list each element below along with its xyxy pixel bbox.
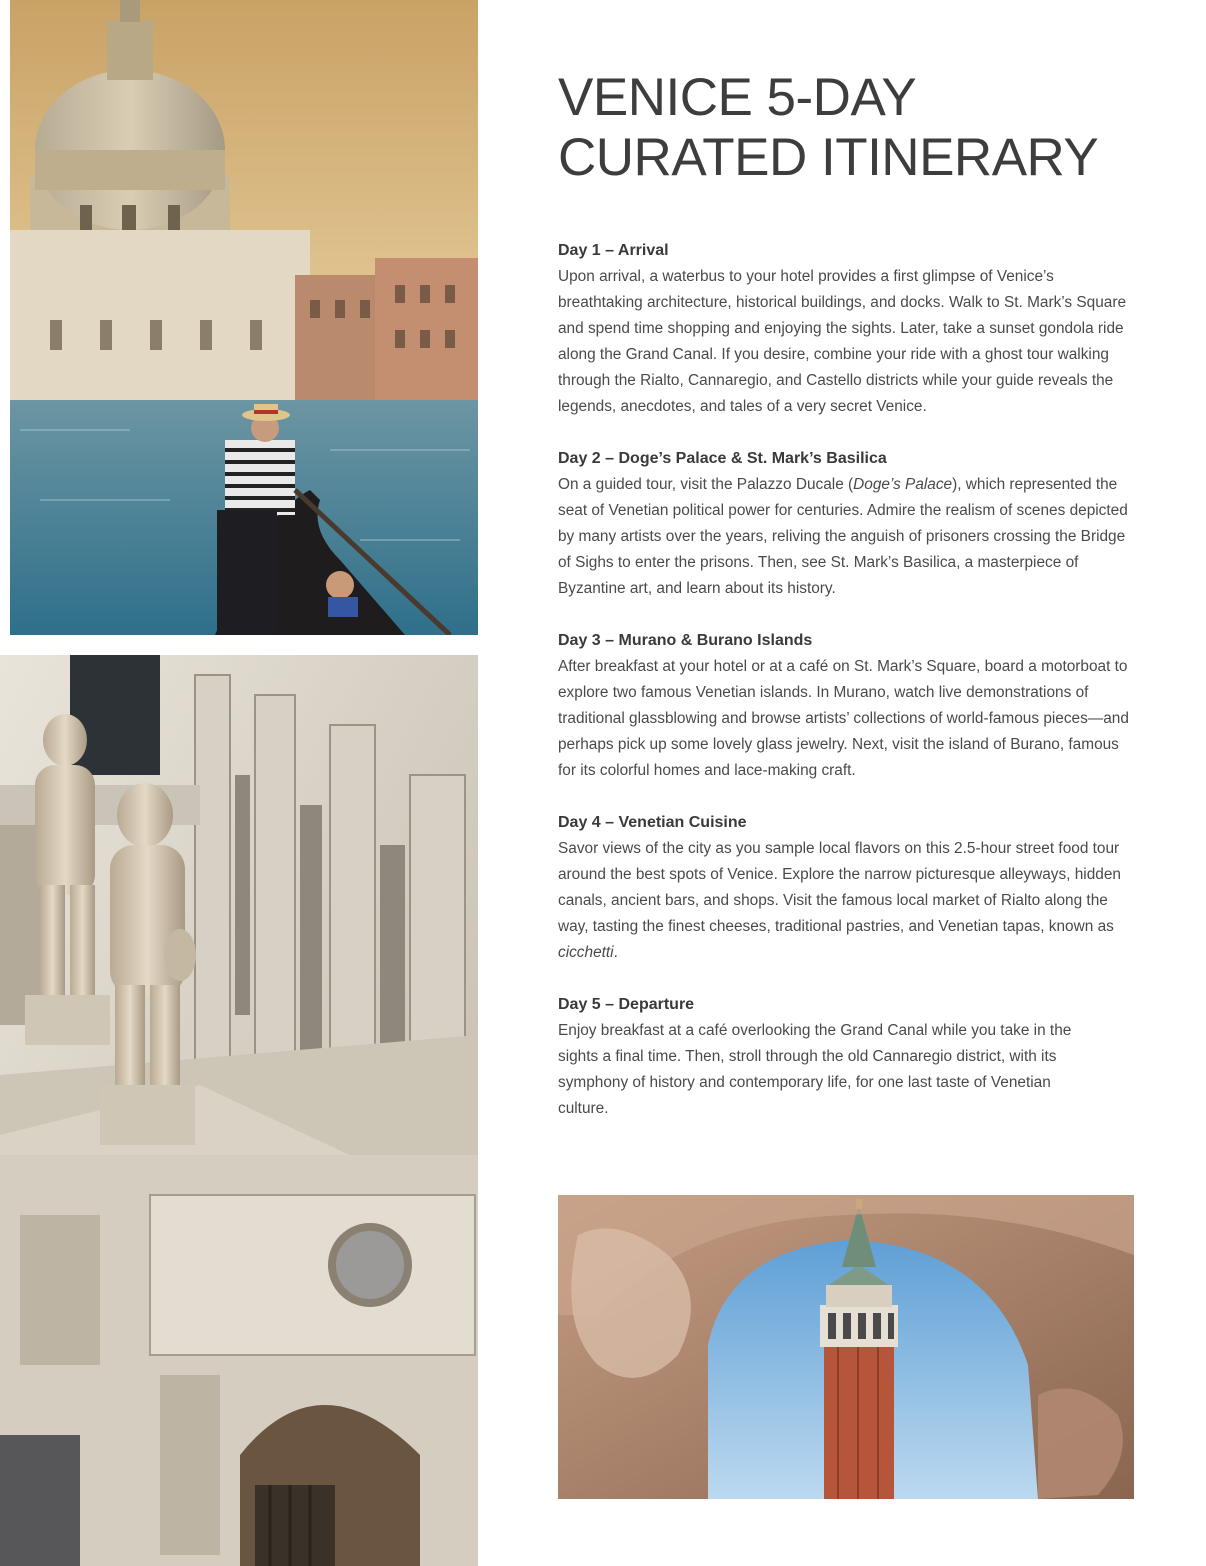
day-heading: Day 5 – Departure [558, 996, 695, 1013]
day-4 [558, 810, 1140, 966]
day-2 [558, 446, 1140, 602]
campanile-arch-photo [558, 1195, 1134, 1499]
day-description: On a guided tour, visit the Palazzo Ducale (Doge’s Palace), which represented the seat of Venetian political power for centuries. Admire the realism of scenes depicted by many artists over the years, reliving the anguish of prisoners crossing the Bridge of Sighs to enter the prisons. Then, see St. Mark’s Basilica, a masterpiece of Byzantine art, and learn about its history. [558, 476, 1128, 597]
day-description: Upon arrival, a waterbus to your hotel provides a first glimpse of Venice’s breathtaking architecture, historical buildings, and docks. Walk to St. Mark’s Square and spend time shopping and enjoying the sights. Later, take a sunset gondola ride along the Grand Canal. If you desire, combine your ride with a ghost tour walking through the Rialto, Cannaregio, and Castello districts while your guide reveals the legends, anecdotes, and tales of a very secret Venice. [558, 268, 1127, 415]
day-heading: Day 3 – Murano & Burano Islands [558, 632, 813, 649]
day-heading: Day 2 – Doge’s Palace & St. Mark’s Basilica [558, 450, 887, 467]
day-heading: Day 1 – Arrival [558, 242, 669, 259]
gondola-basilica-photo [10, 0, 478, 635]
day-3 [558, 628, 1140, 784]
day-heading: Day 4 – Venetian Cuisine [558, 814, 747, 831]
day-1 [558, 238, 1140, 420]
page-title [558, 68, 1178, 188]
day-5 [558, 992, 1140, 1122]
day-description: Savor views of the city as you sample local flavors on this 2.5-hour street food tour around the best spots of Venice. Explore the narrow picturesque alleyways, hidden canals, ancient bars, and shops. Visit the famous local market of Rialto along the way, tasting the finest cheeses, traditional pastries, and Venetian tapas, known as cicchetti. [558, 840, 1121, 961]
itinerary [558, 238, 1140, 1148]
day-description: After breakfast at your hotel or at a café on St. Mark’s Square, board a motorboat to explore two famous Venetian islands. In Murano, watch live demonstrations of traditional glassblowing and browse artists’ collections of world-famous pieces—and perhaps pick up some lovely glass jewelry. Next, visit the island of Burano, famous for its colorful homes and lace-making craft. [558, 658, 1129, 779]
title-line-2: CURATED ITINERARY [558, 128, 1099, 187]
statues-staircase-photo [0, 655, 478, 1566]
title-line-1: VENICE 5-DAY [558, 68, 917, 127]
day-description: Enjoy breakfast at a café overlooking the Grand Canal while you take in the sights a final time. Then, stroll through the old Cannaregio district, with its symphony of history and contemporary life, for one last taste of Venetian culture. [558, 1022, 1072, 1117]
